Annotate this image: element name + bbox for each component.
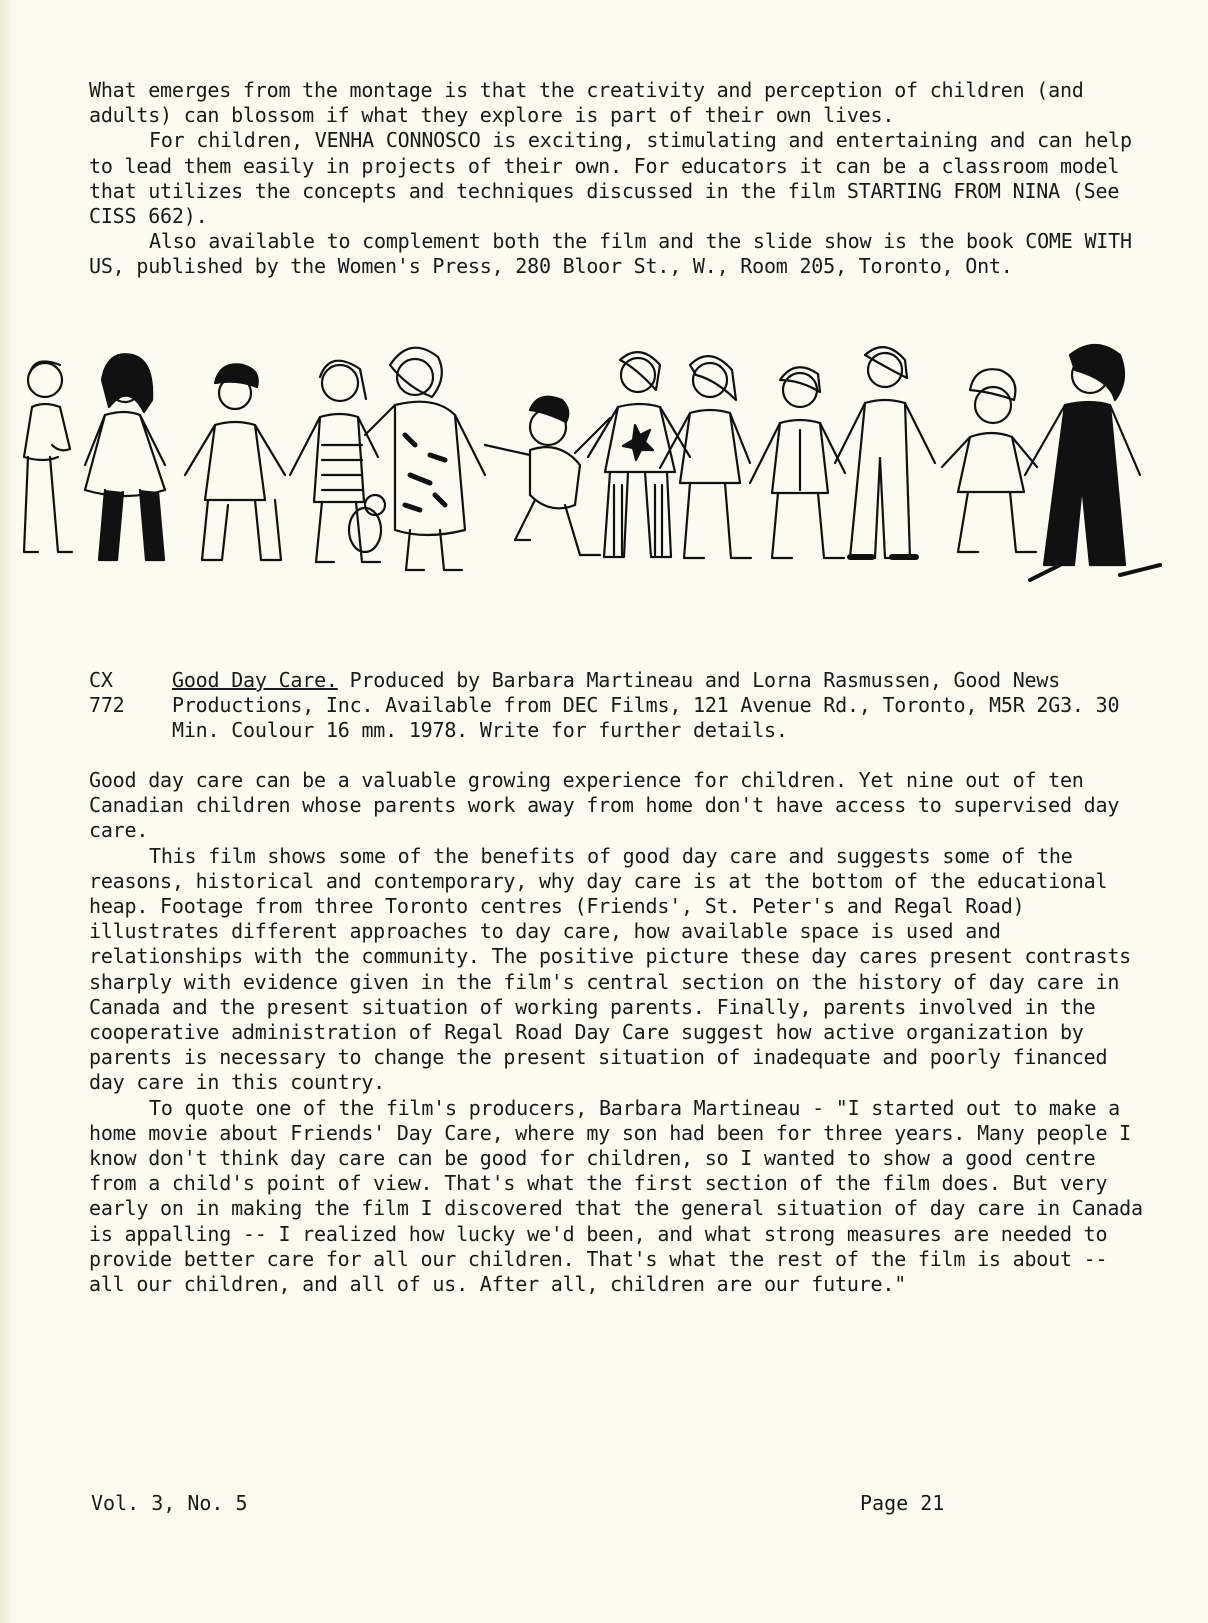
intro-paragraph-2: For children, VENHA CONNOSCO is exciting, stimulating and entertaining and can help to lead them easily in projects of their own. For educators it can be a classroom model that utilizes the concepts and techniques discussed in the film STARTING FROM NINA (See CISS 662). xyxy=(89,128,1132,229)
child-figure-8 xyxy=(660,356,751,558)
child-figure-10 xyxy=(835,347,935,558)
review-paragraph-1: Good day care can be a valuable growing experience for children. Yet nine out of ten Canadian children whose parents work away from home don't have access to supervised day care. xyxy=(89,768,1120,843)
page-edge-shadow xyxy=(0,0,14,1623)
catalogue-code-line-2: 772 xyxy=(89,693,125,718)
child-figure-1 xyxy=(24,361,72,552)
child-figure-11 xyxy=(942,369,1037,552)
child-figure-7 xyxy=(588,352,690,557)
catalogue-code-line-1: CX xyxy=(89,668,113,692)
intro-section xyxy=(89,78,1149,280)
adult-figure-12 xyxy=(1025,345,1160,580)
catalogue-code xyxy=(89,668,169,718)
volume-number: Vol. 3, No. 5 xyxy=(91,1491,248,1515)
page-number: Page 21 xyxy=(860,1491,945,1515)
child-figure-4 xyxy=(290,361,385,562)
intro-paragraph-3: Also available to complement both the film and the slide show is the book COME WITH US, published by the Women's Press, 280 Bloor St., W., Room 205, Toronto, Ont. xyxy=(89,229,1132,279)
entry-citation xyxy=(172,668,1162,744)
children-holding-hands-illustration xyxy=(10,335,1180,615)
review-paragraph-3: To quote one of the film's producers, Barbara Martineau - "I started out to make a home movie about Friends' Day Care, where my son had been for three years. Many people I know don't think day care can be good for children, so I wanted to show a good centre from a child's point of view. That's what the first section of the film does. But very early on in making the film I discovered that the general situation of day care in Canada is appalling -- I realized how lucky we'd been, and what strong measures are needed to provide better care for all our children. That's what the rest of the film is about -- all our children, and all of us. After all, children are our future." xyxy=(89,1095,1143,1297)
film-details: Produced by Barbara Martineau and Lorna Rasmussen, Good News Productions, Inc. Available from DEC Films, 121 Avenue Rd., Toronto, M5R 2G3. 30 Min. Coulour 16 mm. 1978. Write for further details. xyxy=(172,668,1120,743)
child-figure-3 xyxy=(185,364,285,560)
baby-figure-6 xyxy=(485,397,610,555)
intro-paragraph-1: What emerges from the montage is that the creativity and perception of children (and adults) can blossom if what they explore is part of their own lives. xyxy=(89,78,1084,128)
review-section xyxy=(89,768,1149,1297)
film-title: Good Day Care. xyxy=(172,668,338,692)
review-paragraph-2: This film shows some of the benefits of good day care and suggests some of the reasons, historical and contemporary, why day care is at the bottom of the educational heap. Footage from three Toronto centres (Friends', St. Peter's and Regal Road) illustrates different approaches to day care, how available space is used and relationships with the community. The positive picture these day cares present contrasts sharply with evidence given in the film's central section on the history of day care in Canada and the present situation of working parents. Finally, parents involved in the cooperative administration of Regal Road Day Care suggest how active organization by parents is necessary to change the present situation of inadequate and poorly financed day care in this country. xyxy=(89,843,1132,1095)
adult-figure-5 xyxy=(365,348,485,570)
child-figure-9 xyxy=(750,367,845,558)
child-figure-2 xyxy=(85,354,165,560)
